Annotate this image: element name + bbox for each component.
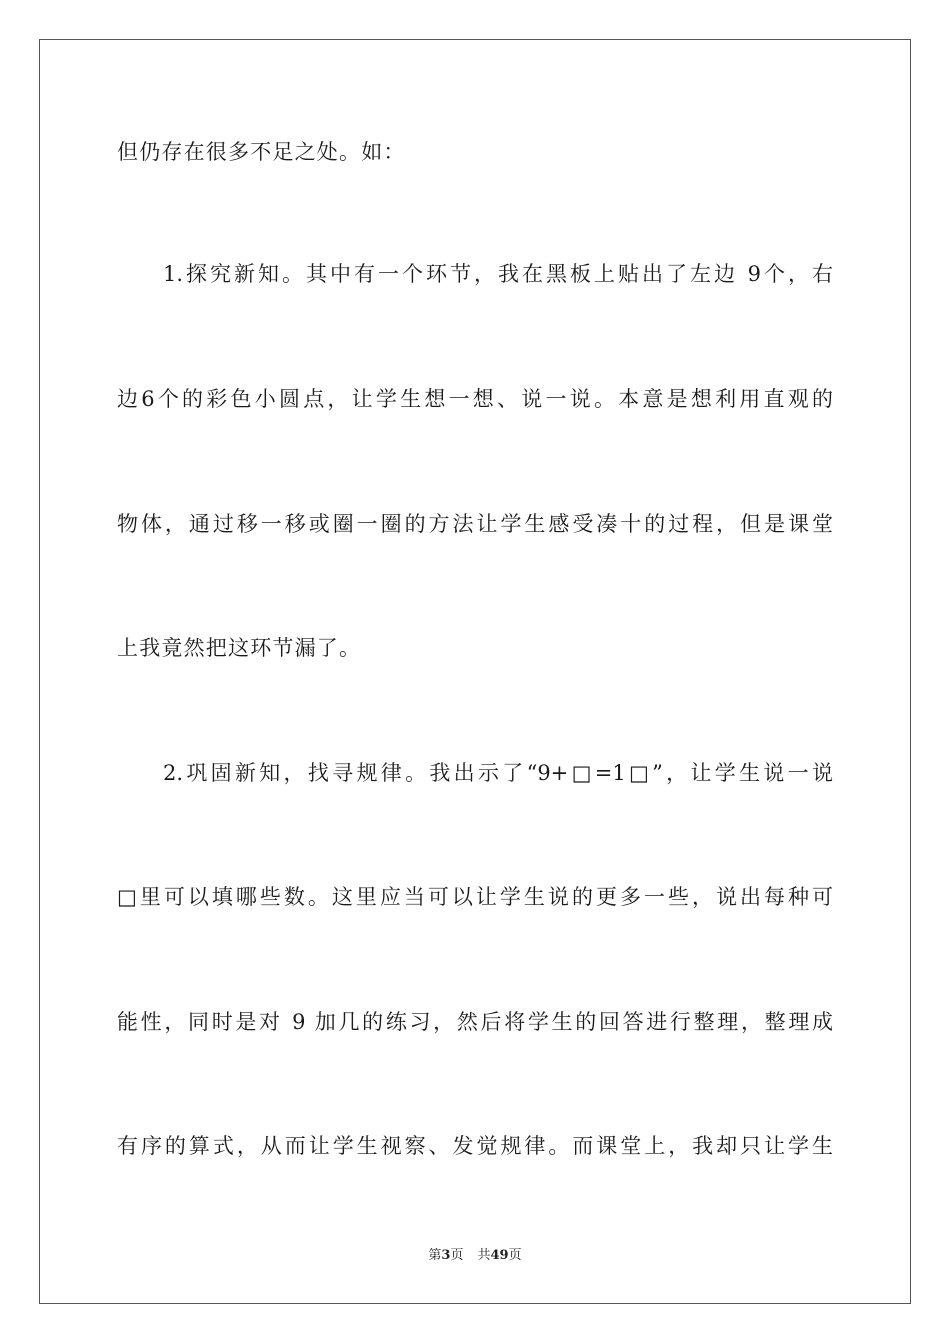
page-border bbox=[39, 39, 911, 1304]
text-line-1: 但仍存在很多不足之处。如： bbox=[117, 140, 406, 164]
text-line-5: 上我竟然把这环节漏了。 bbox=[117, 636, 362, 660]
text-line-3: 边6个的彩色小圆点，让学生想一想、说一说。本意是想利用直观的 bbox=[117, 387, 833, 411]
text-line-9: 有序的算式，从而让学生视察、发觉规律。而课堂上，我却只让学生 bbox=[117, 1134, 833, 1158]
page-total: 49 bbox=[490, 1248, 509, 1263]
page-footer bbox=[0, 1247, 950, 1265]
total-prefix: 共 bbox=[477, 1248, 491, 1263]
text-line-6: 2.巩固新知，找寻规律。我出示了“9+□=1□”，让学生说一说 bbox=[163, 761, 833, 785]
text-line-2: 1.探究新知。其中有一个环节，我在黑板上贴出了左边 9个，右 bbox=[163, 262, 833, 286]
text-line-7: □里可以填哪些数。这里应当可以让学生说的更多一些，说出每种可 bbox=[117, 885, 833, 909]
page-suffix: 页 bbox=[450, 1248, 464, 1263]
total-suffix: 页 bbox=[508, 1248, 522, 1263]
text-line-4: 物体，通过移一移或圈一圈的方法让学生感受凑十的过程，但是课堂 bbox=[117, 512, 833, 536]
page-current: 3 bbox=[441, 1248, 451, 1263]
page-prefix: 第 bbox=[428, 1248, 442, 1263]
text-line-8: 能性，同时是对 9 加几的练习，然后将学生的回答进行整理，整理成 bbox=[117, 1010, 833, 1034]
